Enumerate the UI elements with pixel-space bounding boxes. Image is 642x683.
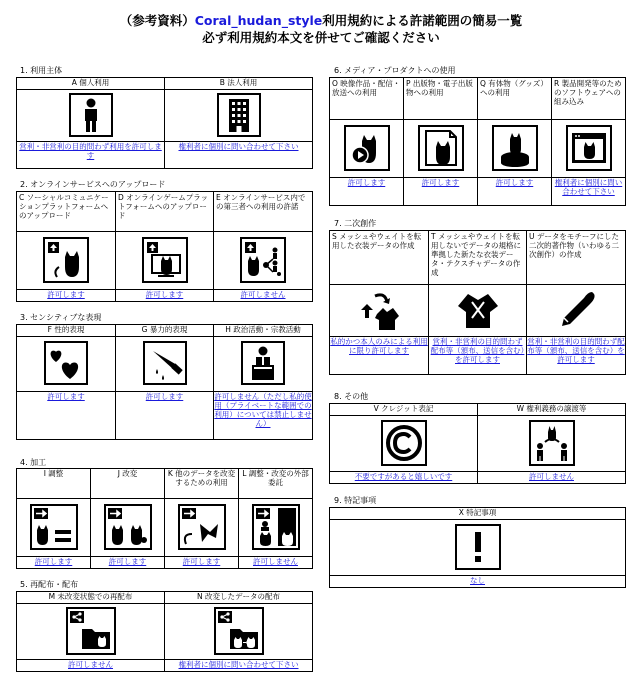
adjust-equal-icon (30, 504, 78, 550)
section-label-3: 3. センシティブな表現 (20, 313, 102, 322)
distribute-modified-icon (214, 607, 264, 655)
col-head-f: F 性的表現 (17, 325, 116, 337)
exclamation-icon (455, 524, 501, 570)
section-label-8: 8. その他 (334, 392, 369, 401)
goods-cat-icon (492, 125, 538, 171)
result-a: 営利・非営利の目的問わず利用を許可します (17, 142, 165, 169)
col-head-b: B 法人利用 (165, 78, 313, 90)
transfer-icon (529, 420, 575, 466)
modify-icon (104, 504, 152, 550)
col-head-d: D オンラインゲームプラットフォームへのアップロード (116, 192, 214, 232)
section-label-7: 7. 二次創作 (334, 219, 377, 228)
result-c: 許可します (17, 290, 116, 302)
result-i: 許可します (17, 557, 91, 569)
podium-icon (241, 341, 285, 385)
col-head-u: U データをモチーフにした二次的著作物（いわゆる二次創作）の作成 (527, 231, 626, 285)
result-d: 許可します (116, 290, 214, 302)
result-l: 許可しません (239, 557, 313, 569)
col-head-h: H 政治活動・宗教活動 (214, 325, 313, 337)
section-table-2 (16, 191, 313, 302)
section-table-3 (16, 324, 313, 440)
col-head-m: M 未改変状態での再配布 (17, 592, 165, 604)
title-prefix: （参考資料） (119, 13, 195, 28)
publication-cat-icon (418, 125, 464, 171)
section-table-7 (329, 230, 626, 375)
col-head-i: I 調整 (17, 469, 91, 499)
title-style-name: Coral_hudan_style (194, 13, 323, 28)
col-head-s: S メッシュやウェイトを転用した衣装データの作成 (330, 231, 429, 285)
result-t: 営利・非営利の目的問わず配布等（頒布、送信を含む）を許可します (429, 337, 527, 375)
result-h: 許可しません（ただし私的使用（プライベートな範囲での利用）については禁止しません） (214, 392, 313, 440)
person-icon (69, 93, 113, 137)
section-label-5: 5. 再配布・配布 (20, 580, 79, 589)
col-head-x: X 特記事項 (330, 508, 626, 520)
result-v: 不要ですがあると嬉しいです (330, 472, 478, 484)
knife-icon (143, 341, 187, 385)
page-title (0, 12, 642, 29)
section-label-2: 2. オンラインサービスへのアップロード (20, 180, 166, 189)
result-r: 権利者に個別に問い合わせて下さい (552, 178, 626, 206)
redistribute-folder-icon (66, 607, 116, 655)
video-cat-icon (344, 125, 390, 171)
upload-share-icon (240, 237, 286, 283)
result-w: 許可しません (478, 472, 626, 484)
result-n: 権利者に個別に問い合わせて下さい (165, 660, 313, 672)
upload-cat-icon (43, 237, 89, 283)
building-icon (217, 93, 261, 137)
col-head-w: W 権利義務の譲渡等 (478, 404, 626, 416)
section-label-1: 1. 利用主体 (20, 66, 63, 75)
section-table-1 (16, 77, 313, 169)
new-shirt-icon (456, 288, 500, 332)
result-o: 許可します (330, 178, 404, 206)
section-table-8 (329, 403, 626, 484)
col-head-g: G 暴力的表現 (116, 325, 214, 337)
result-g: 許可します (116, 392, 214, 440)
col-head-v: V クレジット表記 (330, 404, 478, 416)
upload-monitor-cat-icon (142, 237, 188, 283)
col-head-p: P 出版物・電子出版物への利用 (404, 78, 478, 120)
result-u: 営利・非営利の目的問わず配布等（頒布、送信を含む）を許可します (527, 337, 626, 375)
result-b: 権利者に個別に問い合わせて下さい (165, 142, 313, 169)
result-f: 許可します (17, 392, 116, 440)
col-head-k: K 他のデータを改変するための利用 (165, 469, 239, 499)
result-x: なし (330, 576, 626, 588)
col-head-t: T メッシュやウェイトを転用しないでデータの規格に準拠した新たな衣装データ・テクスチャデータの作成 (429, 231, 527, 285)
section-table-6 (329, 77, 626, 206)
col-head-o: O 映像作品・配信・放送への利用 (330, 78, 404, 120)
col-head-j: J 改変 (91, 469, 165, 499)
section-table-4 (16, 468, 313, 569)
col-head-q: Q 有体物（グッズ）への利用 (478, 78, 552, 120)
recycle-shirt-icon (357, 288, 401, 332)
result-k: 許可します (165, 557, 239, 569)
result-p: 許可します (404, 178, 478, 206)
section-table-5 (16, 591, 313, 672)
copyright-icon (381, 420, 427, 466)
col-head-e: E オンラインサービス内での第三者への利用の許諾 (214, 192, 313, 232)
page-subtitle: 必ず利用規約本文を併せてご確認ください (202, 30, 440, 45)
col-head-r: R 製品開発等のためのソフトウェアへの組み込み (552, 78, 626, 120)
pen-icon (554, 288, 598, 332)
section-label-6: 6. メディア・プロダクトへの使用 (334, 66, 456, 75)
hearts-icon (44, 341, 88, 385)
col-head-n: N 改変したデータの配布 (165, 592, 313, 604)
col-head-c: C ソーシャルコミュニケーションプラットフォームへのアップロード (17, 192, 116, 232)
result-e: 許可しません (214, 290, 313, 302)
section-table-9 (329, 507, 626, 588)
section-label-4: 4. 加工 (20, 458, 47, 467)
col-head-a: A 個人利用 (17, 78, 165, 90)
software-cat-icon (566, 125, 612, 171)
col-head-l: L 調整・改変の外部委託 (239, 469, 313, 499)
transform-icon (178, 504, 226, 550)
result-j: 許可します (91, 557, 165, 569)
result-m: 許可しません (17, 660, 165, 672)
title-suffix: 利用規約による許諾範囲の簡易一覧 (322, 13, 523, 28)
section-label-9: 9. 特記事項 (334, 496, 377, 505)
result-s: 私的かつ本人のみによる利用に限り許可します (330, 337, 429, 375)
result-q: 許可します (478, 178, 552, 206)
outsource-icon (252, 504, 300, 550)
